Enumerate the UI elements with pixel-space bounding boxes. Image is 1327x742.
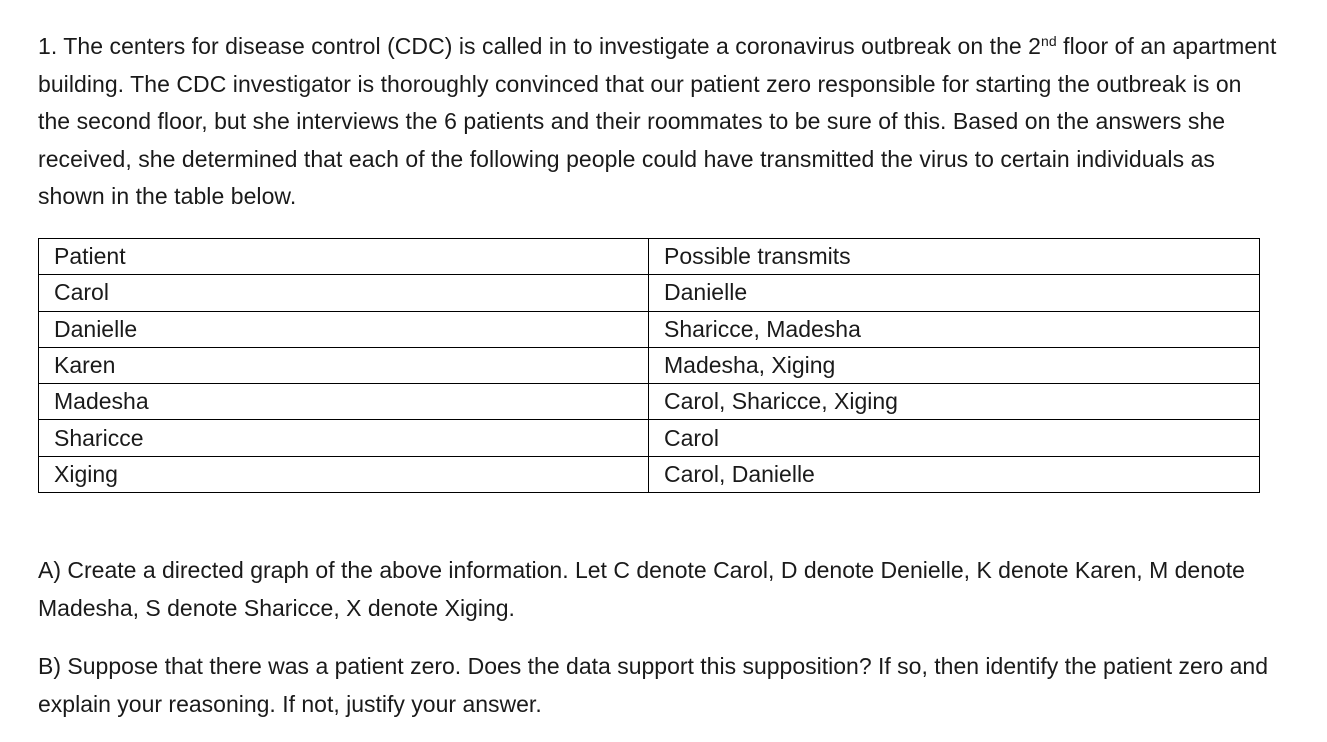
table-row	[39, 420, 1260, 456]
ordinal-superscript: nd	[1041, 33, 1057, 49]
transmits-cell: Carol	[649, 420, 1260, 456]
table-row	[39, 275, 1260, 311]
problem-text-start: 1. The centers for disease control (CDC) is called in to investigate a coronavirus outbreak on the 2	[38, 33, 1042, 59]
table-header-row	[39, 239, 1260, 275]
transmits-cell: Carol, Danielle	[649, 456, 1260, 492]
patient-cell: Xiging	[39, 456, 649, 492]
problem-paragraph	[38, 28, 1278, 216]
patient-cell: Carol	[39, 275, 649, 311]
transmits-cell: Carol, Sharicce, Xiging	[649, 384, 1260, 420]
question-a: A) Create a directed graph of the above information. Let C denote Carol, D denote Denielle, K denote Karen, M denote Madesha, S denote Sharicce, X denote Xiging.	[38, 557, 1245, 621]
transmits-cell: Madesha, Xiging	[649, 347, 1260, 383]
transmission-table	[38, 238, 1260, 493]
problem-text-rest: floor of an apartment building. The CDC investigator is thoroughly convinced that our patient zero responsible for starting the outbreak is on the second floor, but she interviews the 6 patients and their roommates to be sure of this. Based on the answers she received, she determined that each of the following people could have transmitted the virus to certain individuals as shown in the table below.	[38, 33, 1277, 210]
question-b: B) Suppose that there was a patient zero. Does the data support this supposition? If so, then identify the patient zero and explain your reasoning. If not, justify your answer.	[38, 653, 1268, 717]
problem-statement	[38, 28, 1278, 216]
patient-cell: Madesha	[39, 384, 649, 420]
transmits-cell: Sharicce, Madesha	[649, 311, 1260, 347]
header-patient: Patient	[39, 239, 649, 275]
table-row	[39, 456, 1260, 492]
table-row	[39, 347, 1260, 383]
patient-cell: Danielle	[39, 311, 649, 347]
patient-cell: Karen	[39, 347, 649, 383]
table-row	[39, 311, 1260, 347]
transmits-cell: Danielle	[649, 275, 1260, 311]
header-possible-transmits: Possible transmits	[649, 239, 1260, 275]
table-row	[39, 384, 1260, 420]
patient-cell: Sharicce	[39, 420, 649, 456]
